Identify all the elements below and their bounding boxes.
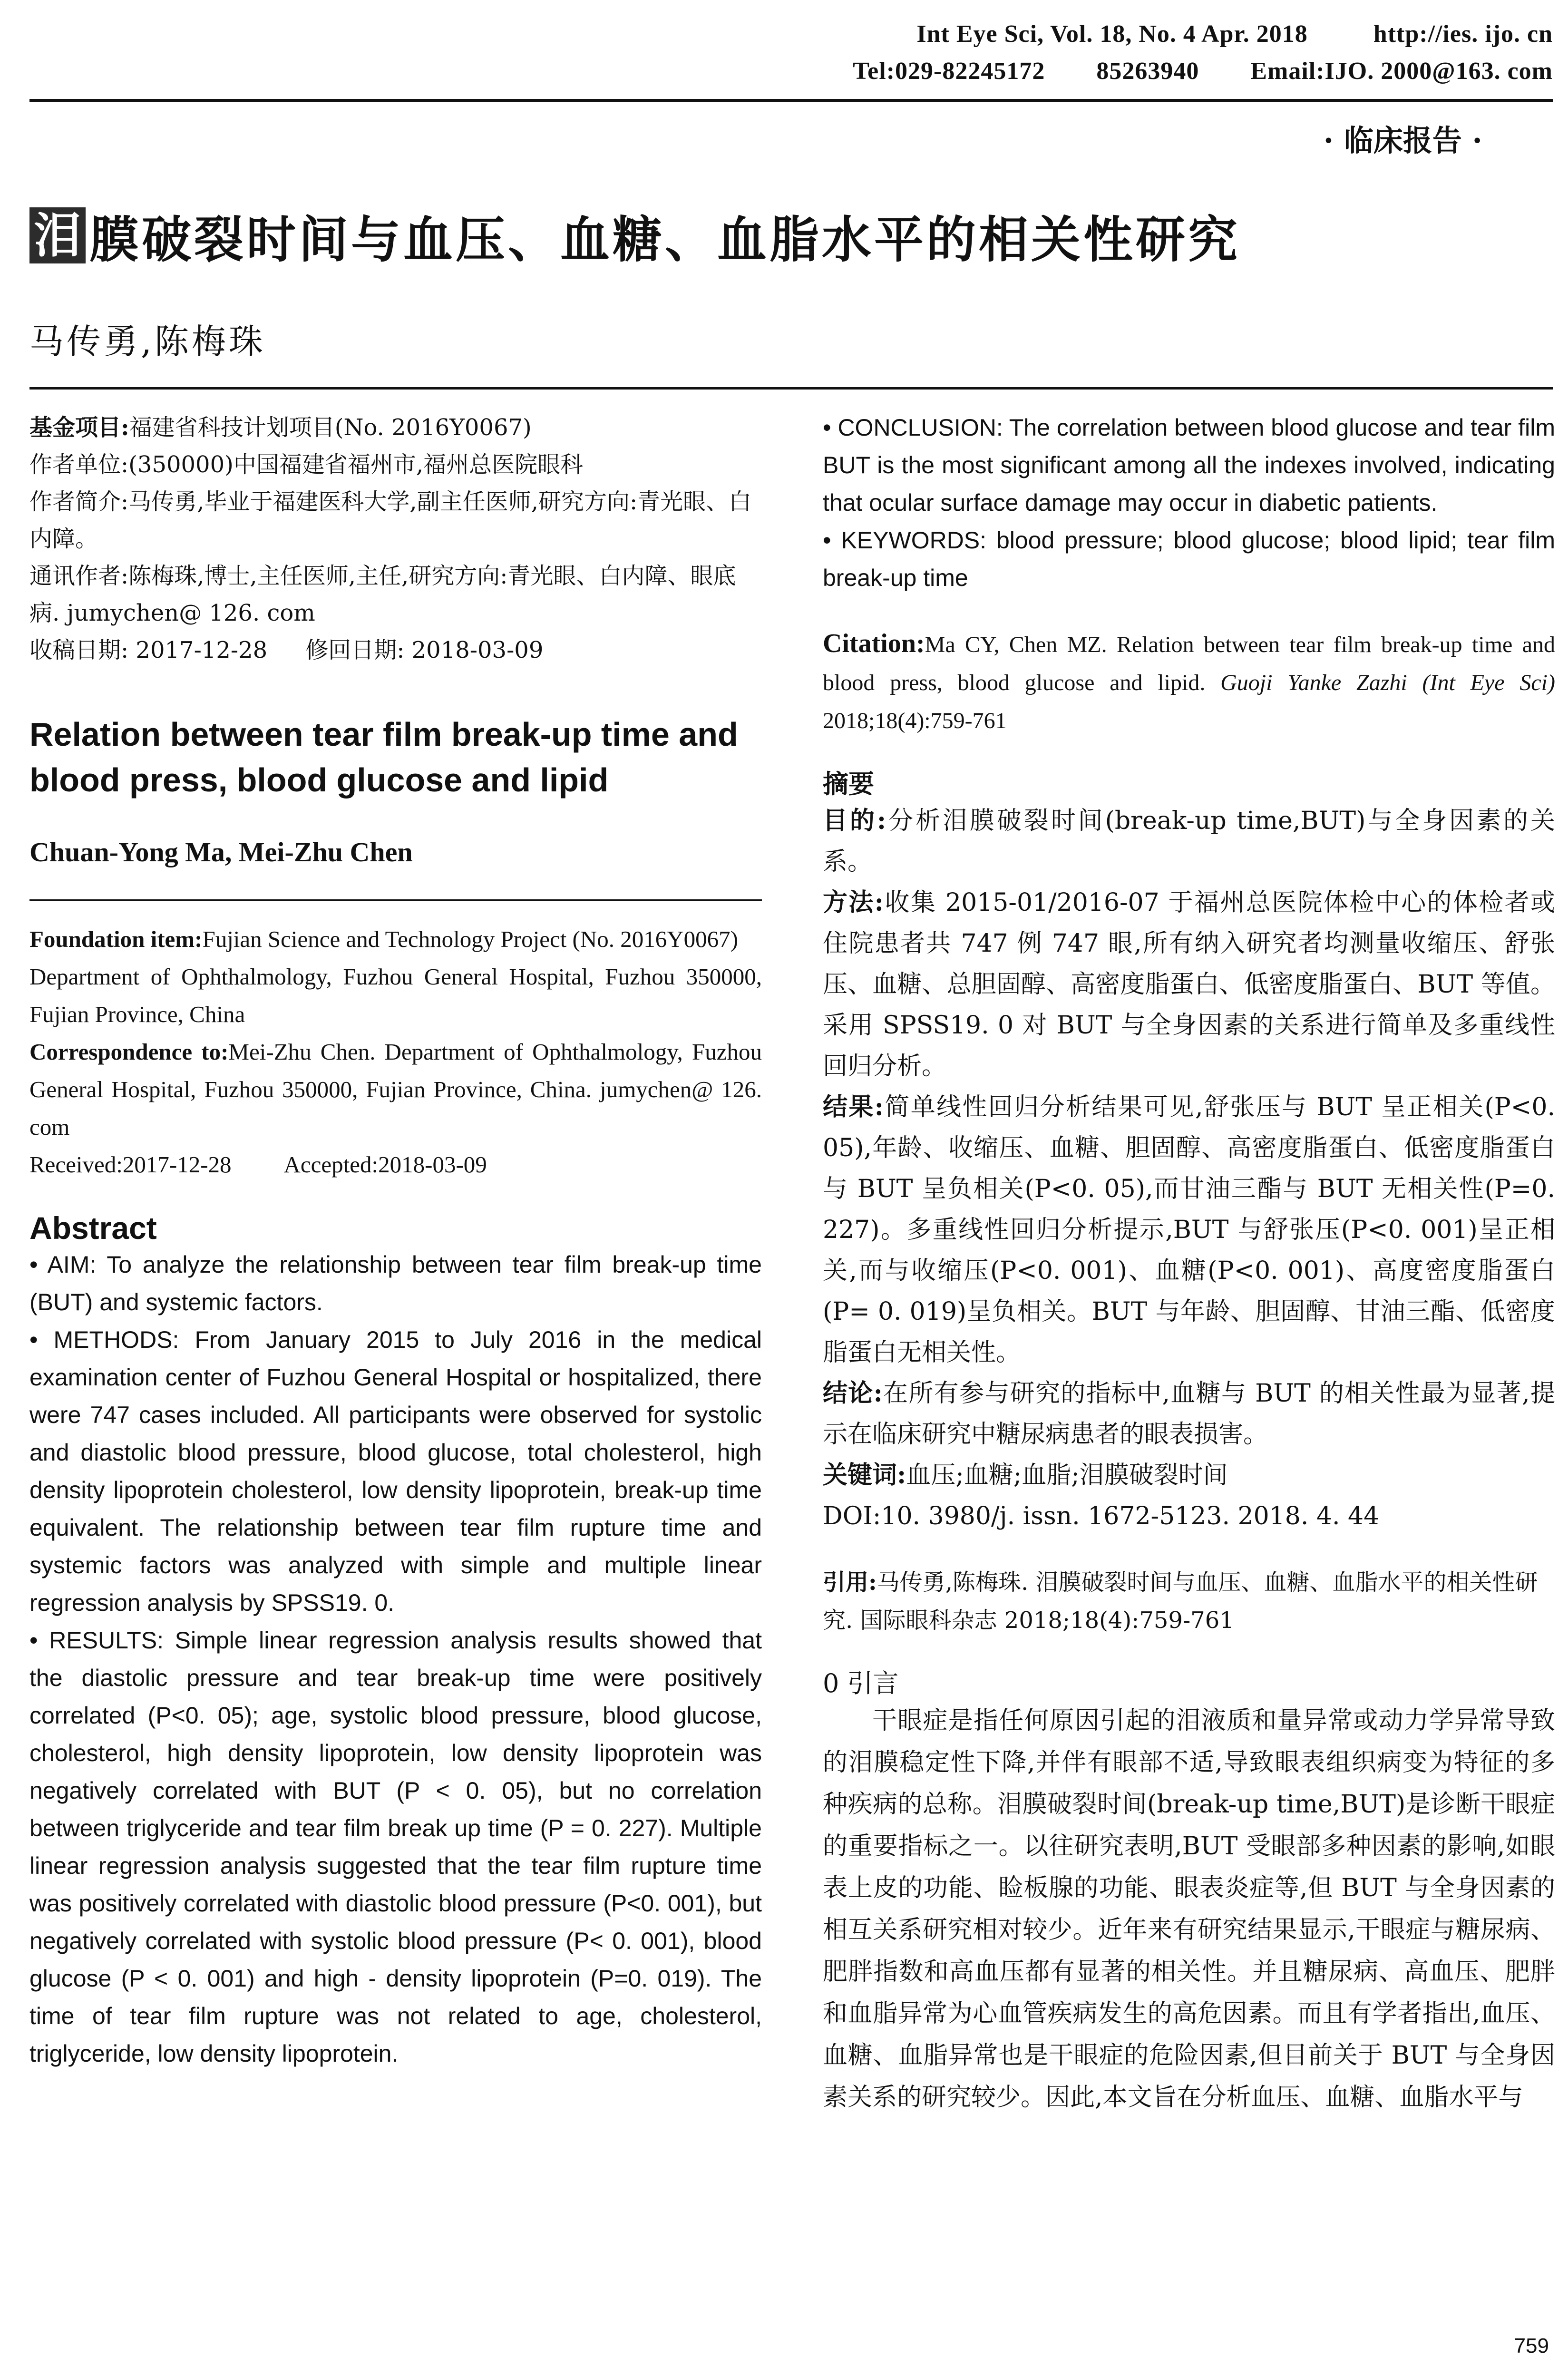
intro-text: 干眼症是指任何原因引起的泪液质和量异常或动力学异常导致的泪膜稳定性下降,并伴有眼部不适,导致眼表组织病变为特征的多种疾病的总称。泪膜破裂时间(break-up time,BUT)是诊断干眼症的重要指标之一。以往研究表明,BUT 受眼部多种因素的影响,如眼表上皮的功能、睑板腺的功能、眼表炎症等,但 BUT 与全身因素的相互关系研究相对较少。近年来有研究结果显示,干眼症与糖尿病、肥胖指数和高血压都有显著的相关性。并且糖尿病、高血压、肥胖和血脂异常为心血管疾病发生的高危因素。而且有学者指出,血压、血糖、血脂异常也是干眼症的危险因素,但目前关于 BUT 与全身因素关系的研究较少。因此,本文旨在分析血压、血糖、血脂水平与 (823, 1706, 1555, 2112)
journal-header-line2 (853, 57, 1553, 85)
cn-corr: 通讯作者:陈梅珠,博士,主任医师,主任,研究方向:青光眼、白内障、眼底病. jumychen@ 126. com (29, 563, 736, 626)
zh-doi[interactable]: DOI:10. 3980/j. issn. 1672-5123. 2018. 4. 44 (823, 1502, 1380, 1530)
en-title: Relation between tear film break-up time and blood press, blood glucose and lipid (29, 716, 738, 799)
intro-heading: 0 引言 (823, 1668, 899, 1698)
zh-results: 结果:简单线性回归分析结果可见,舒张压与 BUT 呈正相关(P<0. 05),年龄、收缩压、血糖、胆固醇、高密度脂蛋白、低密度脂蛋白与 BUT 呈负相关(P<0. 05),而甘油三酯与 BUT 无相关性(P=0. 227)。多重线性回归分析提示,BUT 与舒张压(P<0. 001)呈正相关,而与收缩压(P<0. 001)、血糖(P<0. 001)、高度密度脂蛋白(P= 0. 019)呈负相关。BUT 与年龄、胆固醇、甘油三酯、低密度脂蛋白无相关性。 (823, 1092, 1555, 1367)
journal-email[interactable]: Email:IJO. 2000@163. com (1250, 58, 1553, 85)
cn-dates: 收稿日期: 2017-12-28 修回日期: 2018-03-09 (29, 637, 544, 663)
en-dates: Received:2017-12-28 Accepted:2018-03-09 (29, 1151, 487, 1178)
journal-url[interactable]: http://ies. ijo. cn (1373, 20, 1553, 48)
header-rule (29, 99, 1553, 102)
en-dept: Department of Ophthalmology, Fuzhou General Hospital, Fuzhou 350000, Fujian Province, China (29, 964, 762, 1027)
page-number: 759 (1514, 2334, 1549, 2358)
citation: Citation:Ma CY, Chen MZ. Relation between tear film break-up time and blood press, blood glucose and lipid. Guoji Yanke Zazhi (Int Eye Sci) 2018;18(4):759-761 (823, 629, 1556, 733)
journal-header-line1 (916, 20, 1553, 48)
abstract-heading: Abstract (29, 1210, 157, 1246)
cn-info (29, 409, 762, 669)
title-text: 膜破裂时间与血压、血糖、血脂水平的相关性研究 (89, 211, 1241, 269)
citation-label: Citation: (823, 629, 925, 658)
title-first-char: 泪 (29, 207, 86, 263)
zh-citation: 引用:马传勇,陈梅珠. 泪膜破裂时间与血压、血糖、血脂水平的相关性研究. 国际眼科杂志 2018;18(4):759-761 (823, 1569, 1538, 1634)
cn-bio: 作者简介:马传勇,毕业于福建医科大学,副主任医师,研究方向:青光眼、白内障。 (29, 488, 752, 552)
citation-journal: Guoji Yanke Zazhi (Int Eye Sci) (1220, 670, 1556, 695)
abstract-results: • RESULTS: Simple linear regression analysis results showed that the diastolic pressure and tear break-up time were positively correlated (P<0. 05); age, systolic blood pressure, blood glucose, cholesterol, high density lipoprotein, low density lipoprotein was negatively correlated with BUT (P < 0. 05), but no correlation between triglyceride and tear film break up time (P = 0. 227). Multiple linear regression analysis suggested that the tear film rupture time was positively correlated with diastolic blood pressure (P<0. 001), but negatively correlated with systolic blood pressure (P< 0. 001), blood glucose (P < 0. 001) and high - density lipoprotein (P=0. 019). The time of tear film rupture was not related to age, cholesterol, triglyceride, low density lipoprotein. (29, 1627, 762, 2067)
left-column (29, 409, 762, 2073)
abstract-methods: • METHODS: From January 2015 to July 2016 in the medical examination center of Fuzhou General Hospital or hospitalized, there were 747 cases included. All participants were observed for systolic and diastolic blood pressure, blood glucose, total cholesterol, high density lipoprotein cholesterol, low density lipoprotein, break-up time equivalent. The relationship between tear film rupture time and systemic factors was analyzed with simple and multiple linear regression analysis by SPSS19. 0. (29, 1326, 762, 1616)
cn-unit: 作者单位:(350000)中国福建省福州市,福州总医院眼科 (29, 451, 584, 478)
abstract-conclusion: • CONCLUSION: The correlation between blood glucose and tear film BUT is the most significant among all the indexes involved, indicating that ocular surface damage may occur in diabetic patients. (823, 414, 1555, 516)
right-column (823, 409, 1555, 2118)
cn-foundation: 基金项目:福建省科技计划项目(No. 2016Y0067) (29, 414, 532, 441)
en-authors-rule (29, 899, 762, 901)
zh-abstract-heading: 摘要 (823, 769, 874, 799)
authors-cn: 马传勇,陈梅珠 (29, 321, 266, 361)
section-tag: · 临床报告 · (1323, 123, 1482, 158)
en-corr: Correspondence to:Mei-Zhu Chen. Department of Ophthalmology, Fuzhou General Hospital, Fuzhou 350000, Fujian Province, China. jumychen@ 126. com (29, 1039, 762, 1140)
journal-tel2: 85263940 (1096, 58, 1199, 85)
en-authors: Chuan-Yong Ma, Mei-Zhu Chen (29, 837, 413, 867)
zh-keywords: 关键词:血压;血糖;血脂;泪膜破裂时间 (823, 1461, 1228, 1490)
title-rule (29, 387, 1553, 390)
article-title (29, 200, 1240, 271)
abstract-keywords: • KEYWORDS: blood pressure; blood glucose; blood lipid; tear film break-up time (823, 527, 1555, 591)
en-info (29, 920, 762, 1183)
journal-tel: Tel:029-82245172 (853, 58, 1045, 85)
journal-issue: Int Eye Sci, Vol. 18, No. 4 Apr. 2018 (916, 20, 1308, 48)
abstract-aim: • AIM: To analyze the relationship between tear film break-up time (BUT) and systemic factors. (29, 1251, 762, 1315)
zh-conclusion: 结论:在所有参与研究的指标中,血糖与 BUT 的相关性最为显著,提示在临床研究中糖尿病患者的眼表损害。 (823, 1379, 1556, 1449)
zh-aim: 目的:分析泪膜破裂时间(break-up time,BUT)与全身因素的关系。 (823, 806, 1555, 876)
en-foundation: Foundation item:Fujian Science and Technology Project (No. 2016Y0067) (29, 926, 738, 952)
zh-methods: 方法:收集 2015-01/2016-07 于福州总医院体检中心的体检者或住院患者共 747 例 747 眼,所有纳入研究者均测量收缩压、舒张压、血糖、总胆固醇、高密度脂蛋白、低密度脂蛋白、BUT 等值。采用 SPSS19. 0 对 BUT 与全身因素的关系进行简单及多重线性回归分析。 (823, 888, 1555, 1081)
